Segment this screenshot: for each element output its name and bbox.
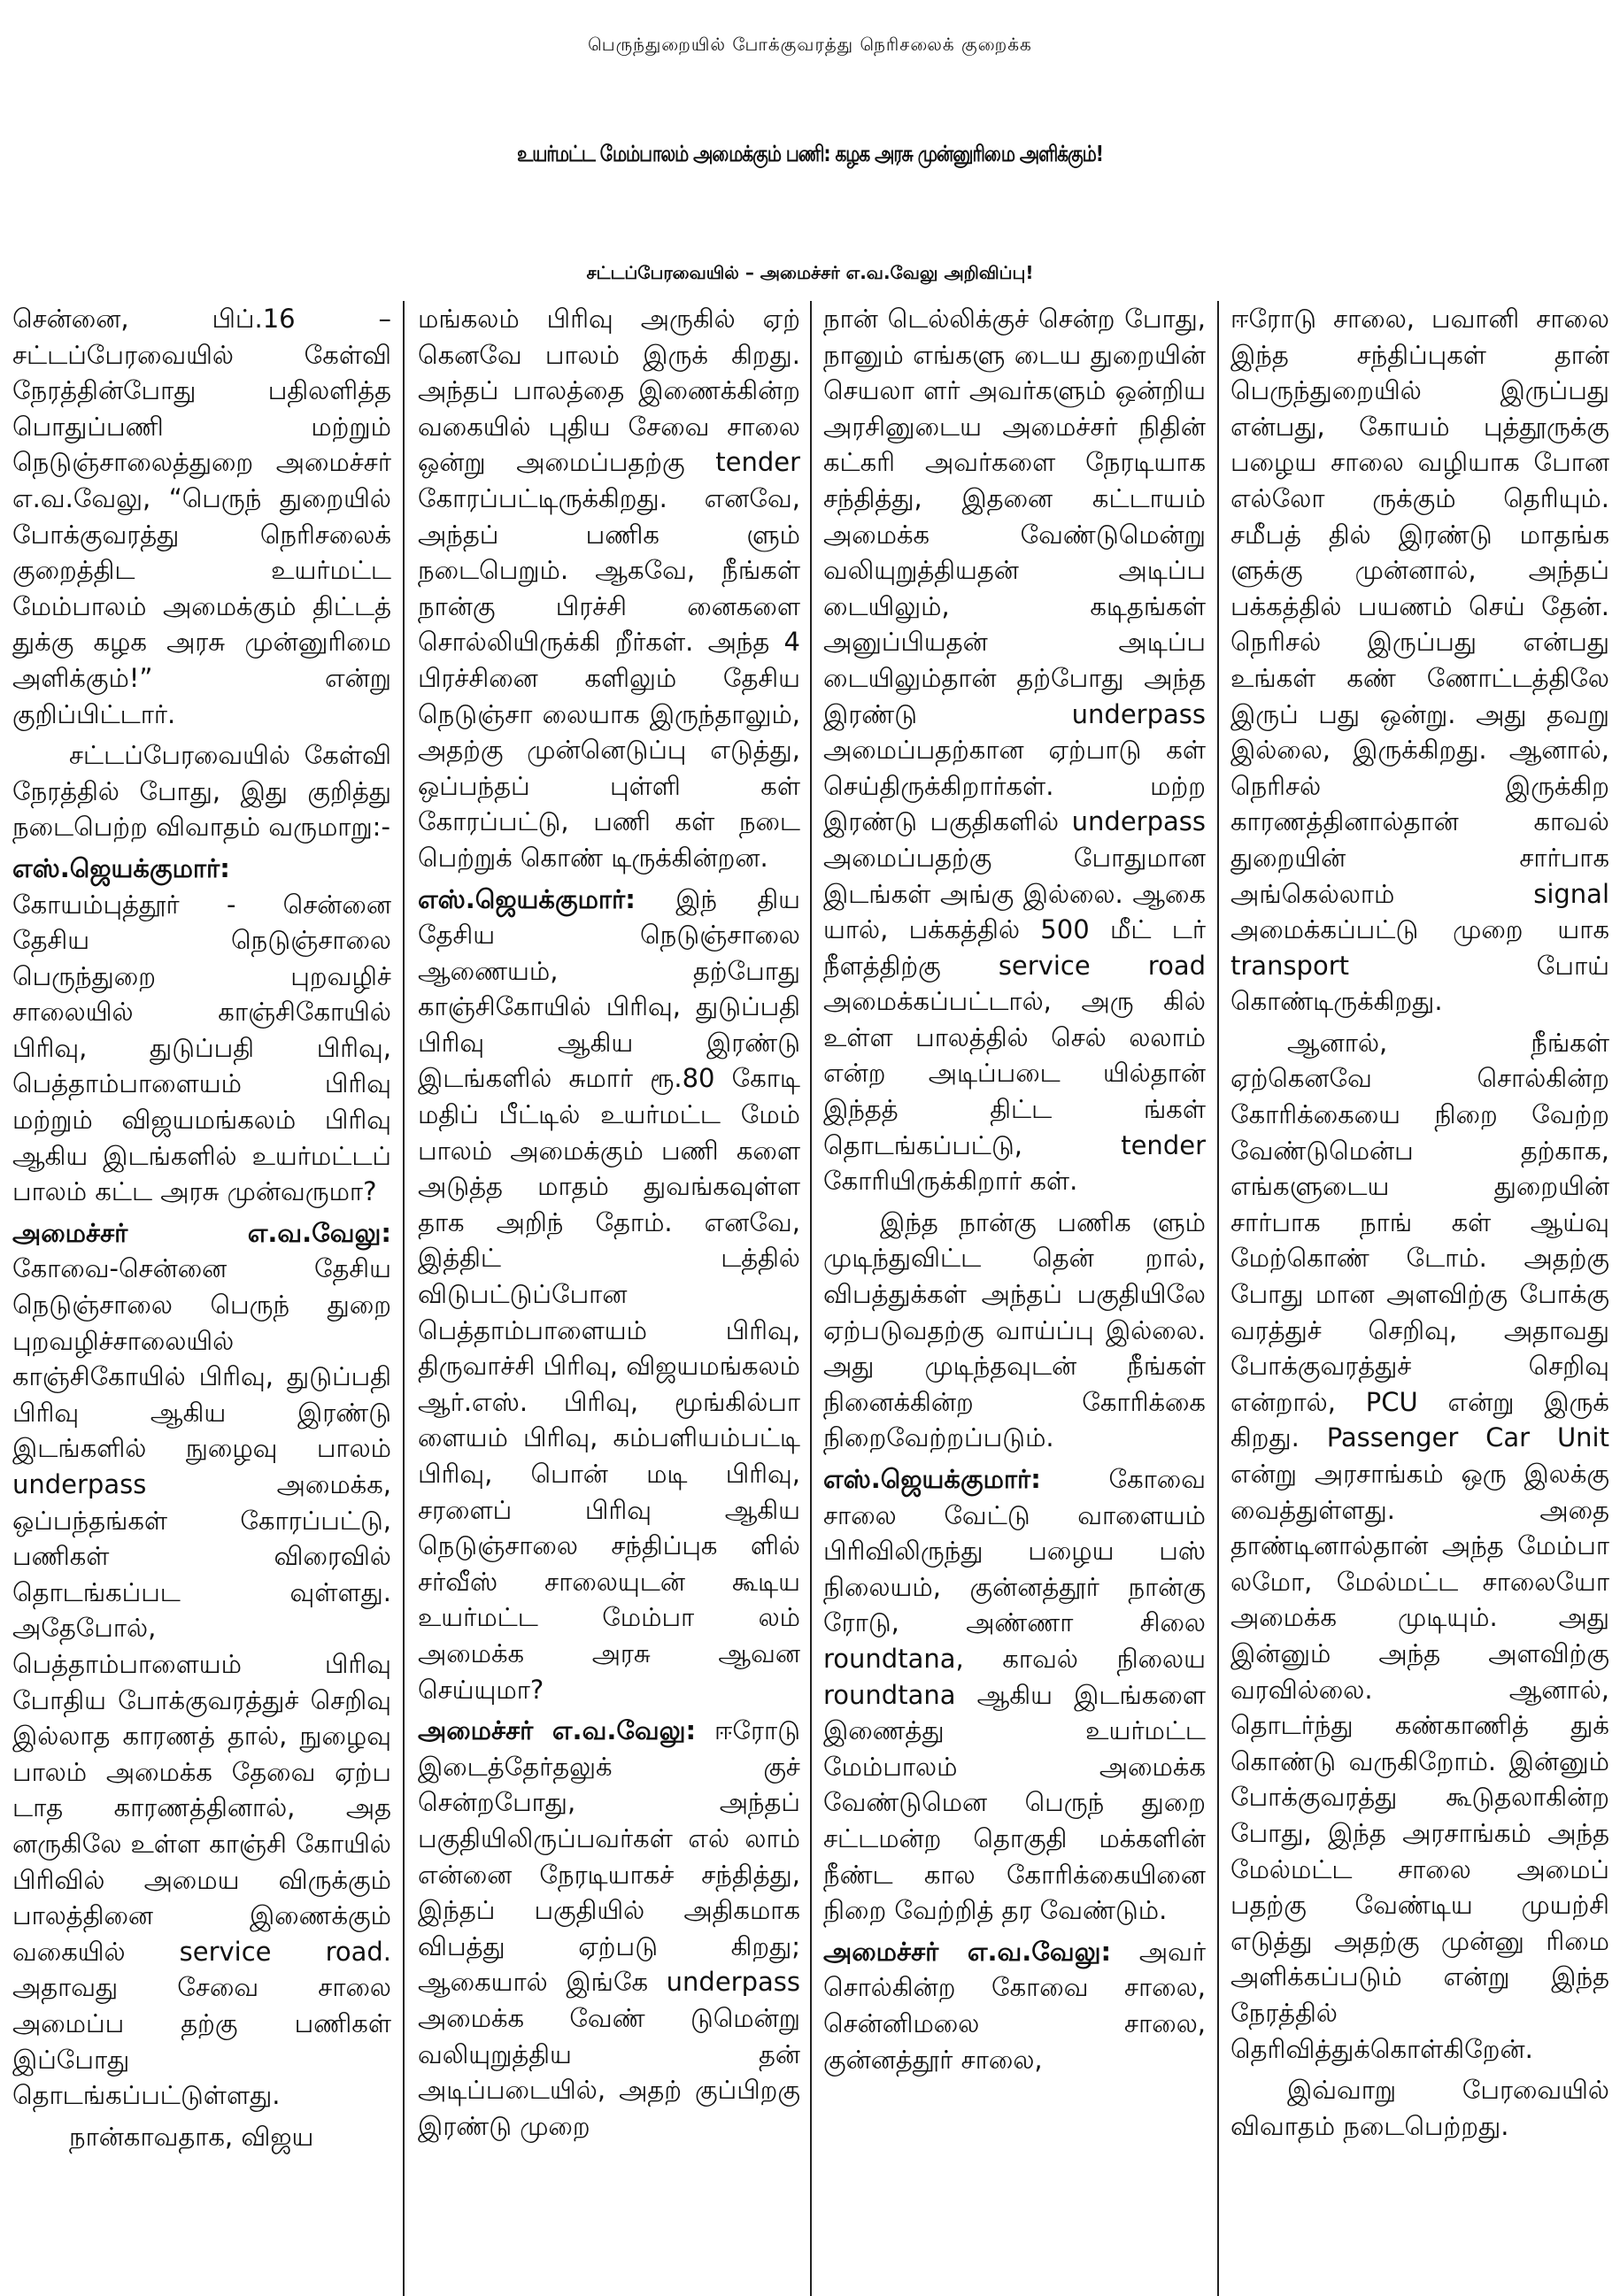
article-paragraph xyxy=(418,882,800,1708)
article-paragraph xyxy=(12,2119,391,2155)
paragraph-text: கோயம்புத்தூர் - சென்னை தேசிய நெடுஞ்சாலை பெருந்துறை புறவழிச் சாலையில் காஞ்சிகோயில் பிரிவு, துடுப்பதி பிரிவு, பெத்தாம்பாளையம் பிரிவு மற்றும் விஜயமங்கலம் பிரிவு ஆகிய இடங்களில் உயர்மட்டப் பாலம் கட்ட அரசு முன்வருமா? xyxy=(12,889,391,1207)
article-paragraph xyxy=(12,301,391,732)
paragraph-text: நான் டெல்லிக்குச் சென்ற போது, நானும் எங்களு டைய துறையின் செயலா ளர் அவர்களும் ஒன்றிய அரசினுடைய அமைச்சர் நிதின் கட்கரி அவர்களை நேரடியாக சந்தித்து, இதனை கட்டாயம் அமைக்க வேண்டுமென்று வலியுறுத்தியதன் அடிப்ப டையிலும், கடிதங்கள் அனுப்பியதன் அடிப்ப டையிலும்தான் தற்போது அந்த இரண்டு underpass அமைப்பதற்கான ஏற்பாடு கள் செய்திருக்கிறார்கள். மற்ற இரண்டு பகுதிகளில் underpass அமைப்பதற்கு போதுமான இடங்கள் அங்கு இல்லை. ஆகை யால், பக்கத்தில் 500 மீட் டர் நீளத்திற்கு service road அமைக்கப்பட்டால், அரு கில் உள்ள பாலத்தில் செல் லலாம் என்ற அடிப்படை யில்தான் இந்தத் திட்ட ங்கள் தொடங்கப்பட்டு, tender கோரியிருக்கிறார் கள். xyxy=(823,304,1206,1197)
paragraph-text: ஈரோடு சாலை, பவானி சாலை இந்த சந்திப்புகள் தான் பெருந்துறையில் இருப்பது என்பது, கோயம் புத்தூருக்கு பழைய சாலை வழியாக போன எல்லோ ருக்கும் தெரியும். சமீபத் தில் இரண்டு மாதங்க ளுக்கு முன்னால், அந்தப் பக்கத்தில் பயணம் செய் தேன். நெரிசல் இருப்பது என்பது உங்கள் கண் ணோட்டத்திலே இருப் பது ஒன்று. அது தவறு இல்லை, இருக்கிறது. ஆனால், நெரிசல் இருக்கிற காரணத்தினால்தான் காவல் துறையின் சார்பாக அங்கெல்லாம் signal அமைக்கப்பட்டு முறை யாக transport போய் கொண்டிருக்கிறது. xyxy=(1230,304,1609,1017)
paragraph-text: கோவை சாலை வேட்டு வாளையம் பிரிவிலிருந்து பழைய பஸ் நிலையம், குன்னத்தூர் நான்கு ரோடு, அண்ணா சிலை roundtana, காவல் நிலைய roundtana ஆகிய இடங்களை இணைத்து உயர்மட்ட மேம்பாலம் அமைக்க வேண்டுமென பெருந் துறை சட்டமன்ற தொகுதி மக்களின் நீண்ட கால கோரிக்கையினை நிறை வேற்றித் தர வேண்டும். xyxy=(823,1464,1206,1926)
headline-kicker: பெருந்துறையில் போக்குவரத்து நெரிசலைக் குறைக்க xyxy=(588,34,1032,55)
paragraph-text: கோவை-சென்னை தேசிய நெடுஞ்சாலை பெருந் துறை புறவழிச்சாலையில் காஞ்சிகோயில் பிரிவு, துடுப்பதி பிரிவு ஆகிய இரண்டு இடங்களில் நுழைவு பாலம் underpass அமைக்க, ஒப்பந்தங்கள் கோரப்பட்டு, பணிகள் விரைவில் தொடங்கப்பட வுள்ளது. அதேபோல், பெத்தாம்பாளையம் பிரிவு போதிய போக்குவரத்துச் செறிவு இல்லாத காரணத் தால், நுழைவு பாலம் அமைக்க தேவை ஏற்ப டாத காரணத்தினால், அத னருகிலே உள்ள காஞ்சி கோயில் பிரிவில் அமைய விருக்கும் பாலத்தினை இணைக்கும் வகையில் service road. அதாவது சேவை சாலை அமைப்ப தற்கு பணிகள் இப்போது தொடங்கப்பட்டுள்ளது. xyxy=(12,1253,391,2111)
column-rule xyxy=(810,301,812,2296)
article-paragraph xyxy=(823,301,1206,1199)
paragraph-text: ஈரோடு இடைத்தேர்தலுக் குச் சென்றபோது, அந்தப் பகுதியிலிருப்பவர்கள் எல் லாம் என்னை நேரடியாகச் சந்தித்து, இந்தப் பகுதியில் அதிகமாக விபத்து ஏற்படு கிறது; ஆகையால் இங்கே underpass அமைக்க வேண் டுமென்று வலியுறுத்திய தன் அடிப்படையில், அதற் குப்பிறகு இரண்டு முறை xyxy=(418,1715,800,2141)
article-body xyxy=(0,301,1620,2296)
article-paragraph xyxy=(418,301,800,876)
paragraph-text: இந் திய தேசிய நெடுஞ்சாலை ஆணையம், தற்போது காஞ்சிகோயில் பிரிவு, துடுப்பதி பிரிவு ஆகிய இரண்டு இடங்களில் சுமார் ரூ.80 கோடி மதிப் பீட்டில் உயர்மட்ட மேம் பாலம் அமைக்கும் பணி களை அடுத்த மாதம் துவங்கவுள்ள தாக அறிந் தோம். எனவே, இத்திட் டத்தில் விடுபட்டுப்போன பெத்தாம்பாளையம் பிரிவு, திருவாச்சி பிரிவு, விஜயமங்கலம் ஆர்.எஸ். பிரிவு, மூங்கில்பா ளையம் பிரிவு, கம்பளியம்பட்டி பிரிவு, பொன் மடி பிரிவு, சரளைப் பிரிவு ஆகிய நெடுஞ்சாலை சந்திப்புக ளில் சர்வீஸ் சாலையுடன் கூடிய உயர்மட்ட மேம்பா லம் அமைக்க அரசு ஆவன செய்யுமா? xyxy=(418,883,800,1705)
paragraph-text: இந்த நான்கு பணிக ளும் முடிந்துவிட்ட தென் றால், விபத்துக்கள் அந்தப் பகுதியிலே ஏற்படுவதற்கு வாய்ப்பு இல்லை. அது முடிந்தவுடன் நீங்கள் நினைக்கின்ற கோரிக்கை நிறைவேற்றப்படும். xyxy=(823,1206,1206,1453)
article-paragraph xyxy=(1230,1025,1609,2067)
article-paragraph xyxy=(418,1713,800,2144)
paragraph-text: ஆனால், நீங்கள் ஏற்கெனவே சொல்கின்ற கோரிக்கையை நிறை வேற்ற வேண்டுமென்ப தற்காக, எங்களுடைய துறையின் சார்பாக நாங் கள் ஆய்வு மேற்கொண் டோம். அதற்கு போது மான அளவிற்கு போக்கு வரத்துச் செறிவு, அதாவது போக்குவரத்துச் செறிவு என்றால், PCU என்று இருக் கிறது. Passenger Car Unit என்று அரசாங்கம் ஒரு இலக்கு வைத்துள்ளது. அதை தாண்டினால்தான் அந்த மேம்பா லமோ, மேல்மட்ட சாலையோ அமைக்க முடியும். அது இன்னும் அந்த அளவிற்கு வரவில்லை. ஆனால், தொடர்ந்து கண்காணித் துக் கொண்டு வருகிறோம். இன்னும் போக்குவரத்து கூடுதலாகின்ற போது, இந்த அரசாங்கம் அந்த மேல்மட்ட சாலை அமைப் பதற்கு வேண்டிய முயற்சி எடுத்து அதற்கு முன்னு ரிமை அளிக்கப்படும் என்று இந்த நேரத்தில் தெரிவித்துக்கொள்கிறேன். xyxy=(1230,1027,1609,2064)
article-column-3 xyxy=(823,301,1206,2296)
article-paragraph xyxy=(12,1215,391,2114)
paragraph-text: இவ்வாறு பேரவையில் விவாதம் நடைபெற்றது. xyxy=(1230,2075,1609,2141)
article-paragraph xyxy=(1230,301,1609,1020)
article-column-4 xyxy=(1230,301,1609,2296)
article-paragraph xyxy=(823,1461,1206,1929)
paragraph-text: மங்கலம் பிரிவு அருகில் ஏற் கெனவே பாலம் இருக் கிறது. அந்தப் பாலத்தை இணைக்கின்ற வகையில் புதிய சேவை சாலை ஒன்று அமைப்பதற்கு tender கோரப்பட்டிருக்கிறது. எனவே, அந்தப் பணிக ளும் நடைபெறும். ஆகவே, நீங்கள் நான்கு பிரச்சி னைகளை சொல்லியிருக்கி றீர்கள். அந்த 4 பிரச்சினை களிலும் தேசிய நெடுஞ்சா லையாக இருந்தாலும், அதற்கு முன்னெடுப்பு எடுத்து, ஒப்பந்தப் புள்ளி கள் கோரப்பட்டு, பணி கள் நடை பெற்றுக் கொண் டிருக்கின்றன. xyxy=(418,304,800,873)
paragraph-text: சென்னை, பிப்.16 – சட்டப்பேரவையில் கேள்வி நேரத்தின்போது பதிலளித்த பொதுப்பணி மற்றும் நெடுஞ்சாலைத்துறை அமைச்சர் எ.வ.வேலு, “பெருந் துறையில் போக்குவரத்து நெரிசலைக் குறைத்திட உயர்மட்ட மேம்பாலம் அமைக்கும் திட்டத் துக்கு கழக அரசு முன்னுரிமை அளிக்கும்!” என்று குறிப்பிட்டார். xyxy=(12,304,391,729)
speaker-name: எஸ்.ஜெயக்குமார்: xyxy=(418,883,636,914)
speaker-name: எஸ்.ஜெயக்குமார்: xyxy=(823,1464,1041,1494)
speaker-name: அமைச்சர் எ.வ.வேலு: xyxy=(12,1217,391,1248)
paragraph-text: அவர் சொல்கின்ற கோவை சாலை, சென்னிமலை சாலை, குன்னத்தூர் சாலை, xyxy=(823,1936,1206,2075)
paragraph-text: நான்காவதாக, விஜய xyxy=(69,2121,314,2152)
speaker-name: எஸ்.ஜெயக்குமார்: xyxy=(12,852,230,883)
paragraph-text: சட்டப்பேரவையில் கேள்வி நேரத்தில் போது, இது குறித்து நடைபெற்ற விவாதம் வருமாறு:- xyxy=(12,740,391,843)
article-paragraph xyxy=(823,1934,1206,2077)
article-column-1 xyxy=(12,301,391,2296)
article-paragraph xyxy=(1230,2072,1609,2144)
article-column-2 xyxy=(418,301,800,2296)
column-rule xyxy=(1217,301,1219,2296)
column-rule xyxy=(403,301,405,2296)
headline-main: உயர்மட்ட மேம்பாலம் அமைக்கும் பணி: கழக அரசு முன்னுரிமை அளிக்கும்! xyxy=(517,140,1103,166)
article-paragraph xyxy=(12,737,391,845)
article-paragraph xyxy=(823,1205,1206,1456)
speaker-name: அமைச்சர் எ.வ.வேலு: xyxy=(418,1715,697,1746)
article-paragraph xyxy=(12,851,391,1210)
headline-subhead: சட்டப்பேரவையில் – அமைச்சர் எ.வ.வேலு அறிவிப்பு! xyxy=(586,262,1034,283)
speaker-name: அமைச்சர் எ.வ.வேலு: xyxy=(823,1936,1112,1967)
